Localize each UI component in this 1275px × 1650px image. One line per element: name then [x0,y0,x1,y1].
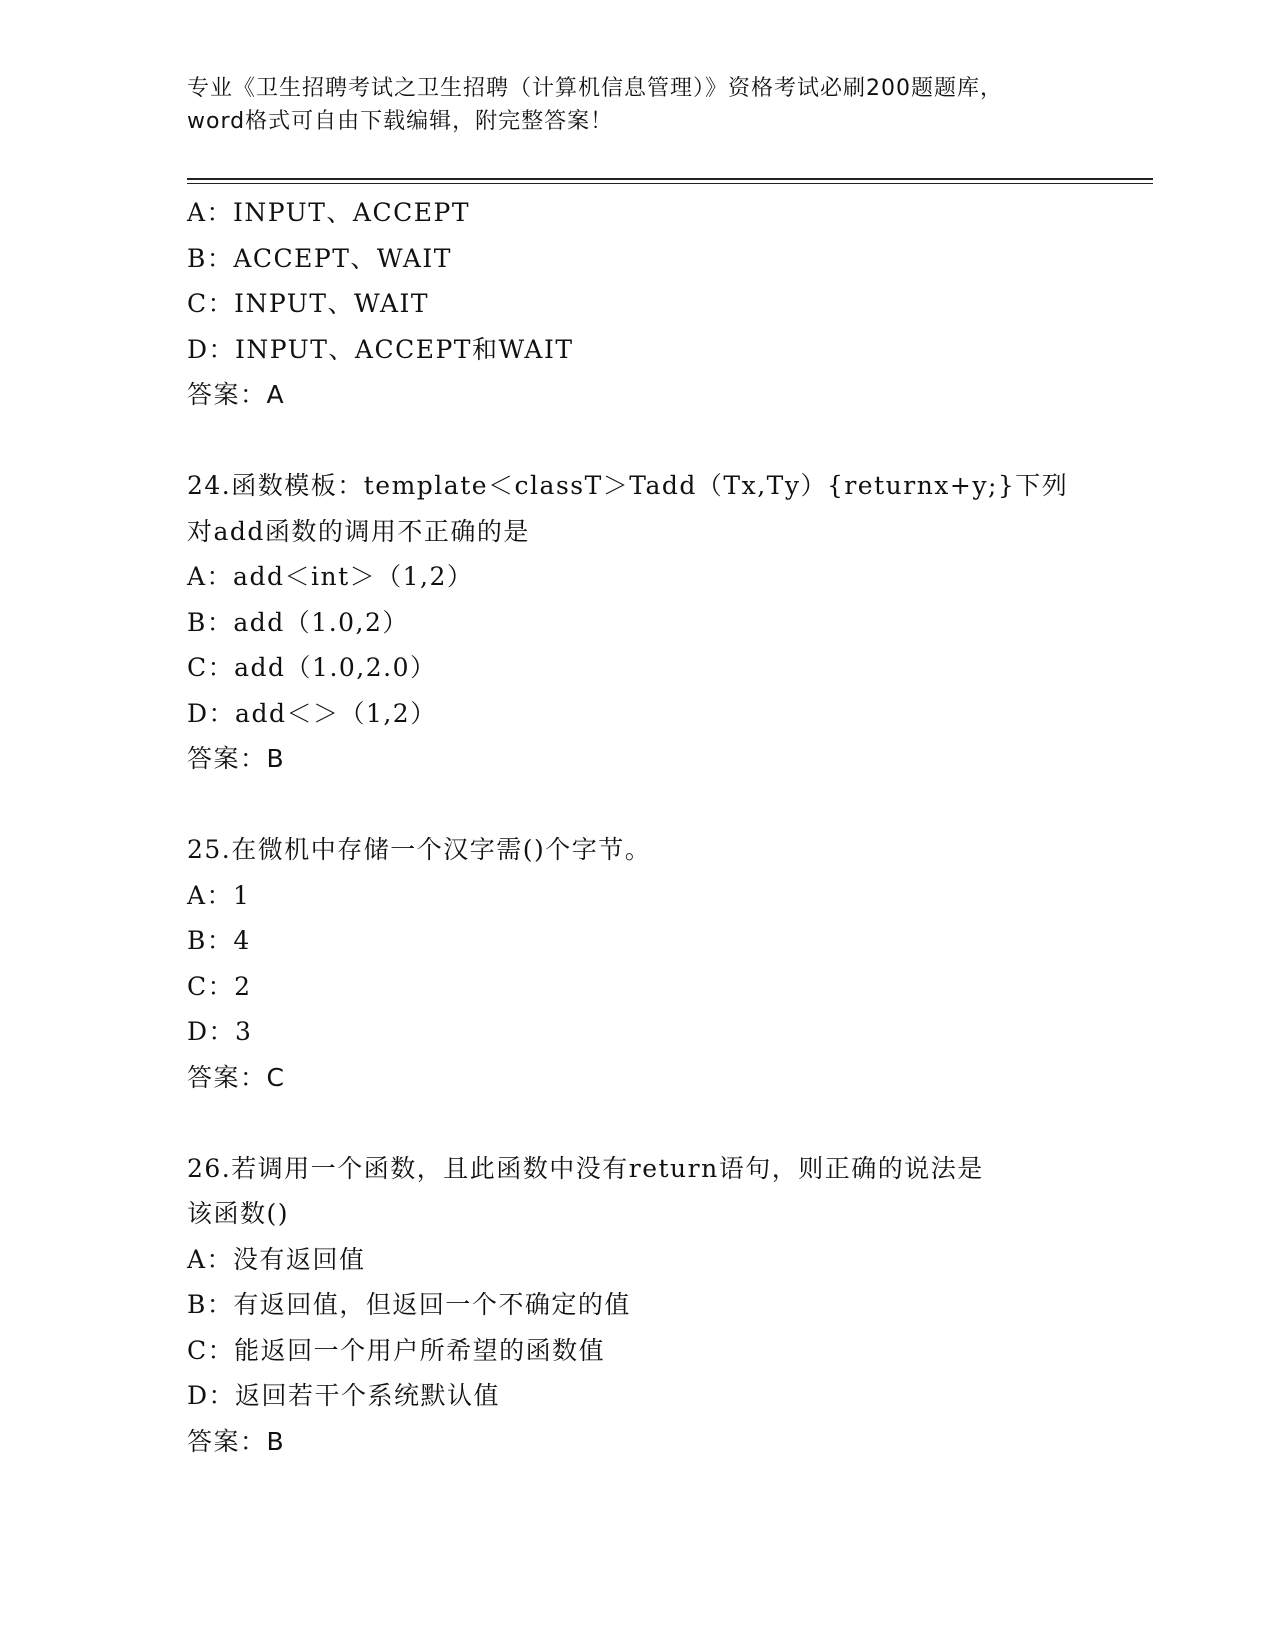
header-divider-thin [187,183,1153,184]
answer: 答案：A [187,380,286,409]
question-stem-continued: 对add函数的调用不正确的是 [187,516,530,546]
option-b: B：ACCEPT、WAIT [187,243,452,273]
question-23 [187,190,1087,418]
option-b: B：有返回值，但返回一个不确定的值 [187,1290,631,1319]
question-24 [187,463,1087,782]
option-a: A：1 [187,880,251,910]
spacer [187,782,1087,828]
option-b: B：add（1.0,2） [187,607,409,637]
option-a: A：INPUT、ACCEPT [187,198,470,227]
question-stem: 24.函数模板：template＜classT＞Tadd（Tx,Ty）{returnx+y;}下列 [187,471,1069,500]
option-d: D：INPUT、ACCEPT和WAIT [187,334,574,364]
answer: 答案：B [187,1426,286,1456]
option-c: C：add（1.0,2.0） [187,653,437,682]
question-stem-continued: 该函数() [187,1199,290,1228]
option-a: A：add＜int＞（1,2） [187,562,474,591]
question-stem: 25.在微机中存储一个汉字需()个字节。 [187,835,652,864]
option-d: D：add＜＞（1,2） [187,698,437,728]
option-c: C：INPUT、WAIT [187,289,430,318]
spacer [187,418,1087,464]
header-line-2: word格式可自由下载编辑，附完整答案！ [187,109,614,134]
option-d: D：3 [187,1017,253,1046]
option-c: C：2 [187,971,252,1001]
header-line-1: 专业《卫生招聘考试之卫生招聘（计算机信息管理）》资格考试必刷200题题库， [187,76,1003,101]
question-stem: 26.若调用一个函数，且此函数中没有return语句，则正确的说法是 [187,1153,984,1183]
answer: 答案：B [187,744,286,773]
spacer [187,1100,1087,1146]
option-b: B：4 [187,926,251,955]
page-header [187,72,1087,138]
question-list [187,190,1087,1464]
option-a: A：没有返回值 [187,1244,366,1274]
header-divider-thick [187,178,1153,180]
question-26 [187,1146,1087,1465]
option-c: C：能返回一个用户所希望的函数值 [187,1335,606,1365]
option-d: D：返回若干个系统默认值 [187,1381,501,1410]
question-25 [187,827,1087,1100]
answer: 答案：C [187,1062,286,1092]
